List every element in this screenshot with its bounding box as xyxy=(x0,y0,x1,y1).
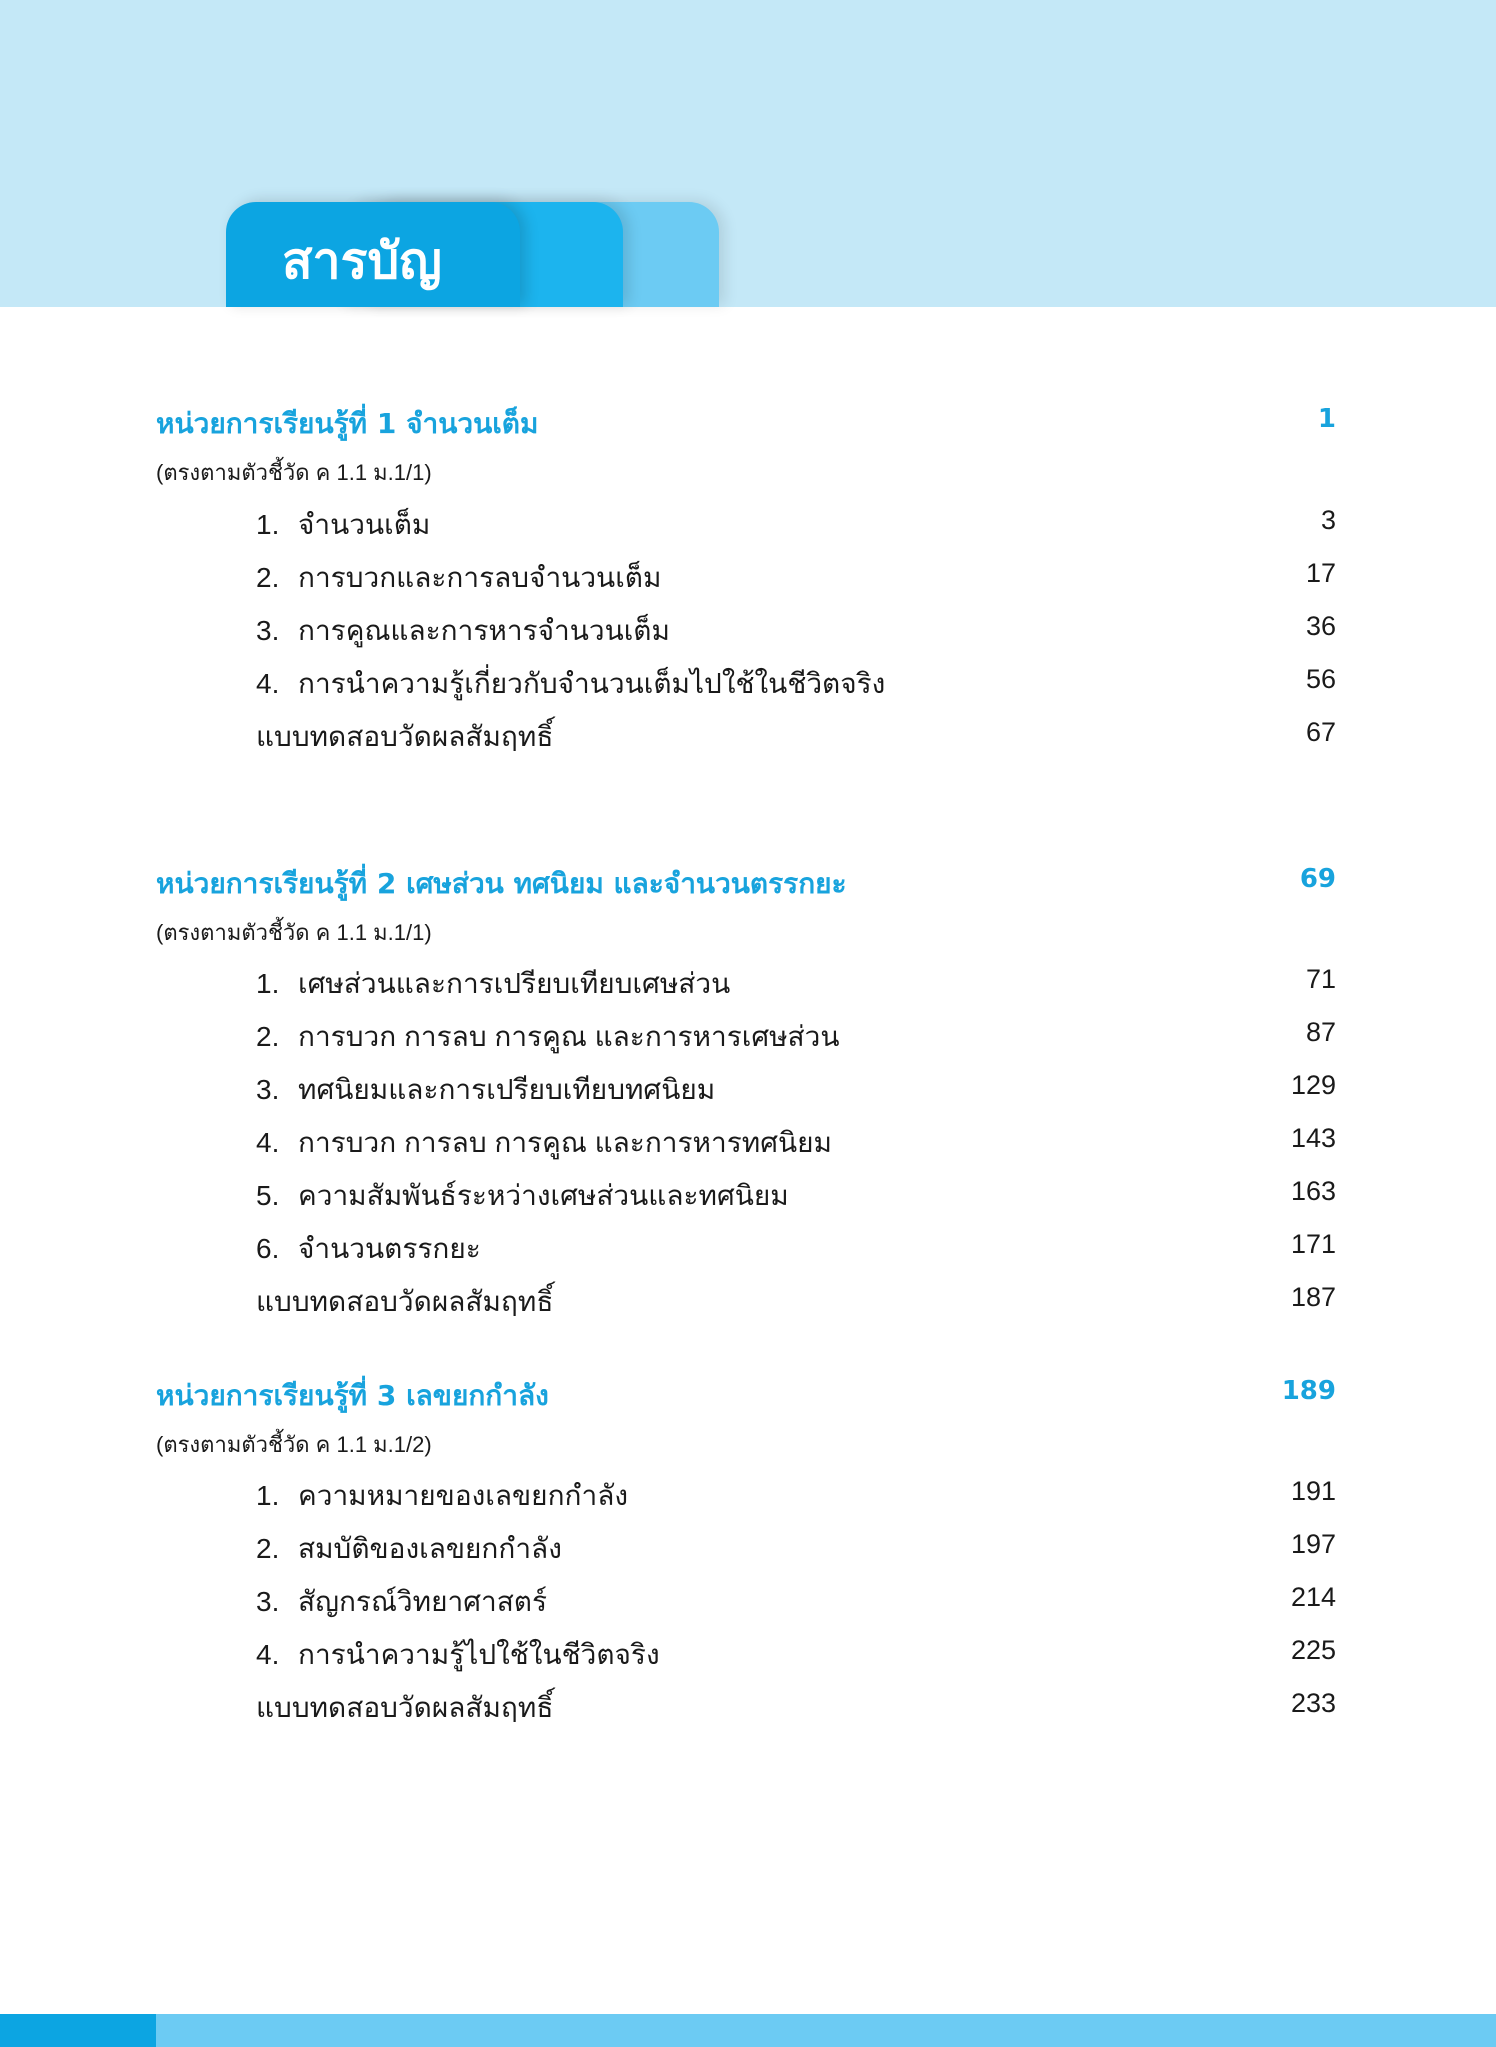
unit-3-page: 189 xyxy=(1281,1376,1336,1406)
item-label: สัญกรณ์วิทยาศาสตร์ xyxy=(298,1586,548,1617)
unit-3-item-2-page: 197 xyxy=(1290,1529,1336,1559)
unit-2-standard: (ตรงตามตัวชี้วัด ค 1.1 ม.1/1) xyxy=(156,920,432,945)
unit-1-item-1-page: 3 xyxy=(1320,505,1336,535)
unit-1-title[interactable]: หน่วยการเรียนรู้ที่ 1 จำนวนเต็ม xyxy=(156,407,539,440)
item-label: การคูณและการหารจำนวนเต็ม xyxy=(298,615,670,646)
unit-3-standard: (ตรงตามตัวชี้วัด ค 1.1 ม.1/2) xyxy=(156,1432,432,1457)
unit-2-page: 69 xyxy=(1299,864,1336,894)
item-number: 2. xyxy=(256,562,280,593)
item-number: 4. xyxy=(256,1127,280,1158)
unit-2-item-1-page: 71 xyxy=(1305,964,1336,994)
unit-1-item-4-page: 56 xyxy=(1305,664,1336,694)
unit-1-item-1[interactable] xyxy=(256,503,430,547)
unit-2-item-5-page: 163 xyxy=(1290,1176,1336,1206)
unit-3-item-4-page: 225 xyxy=(1290,1635,1336,1665)
item-number: 3. xyxy=(256,615,280,646)
unit-2-title[interactable]: หน่วยการเรียนรู้ที่ 2 เศษส่วน ทศนิยม และจำนวนตรรกยะ xyxy=(156,867,847,900)
item-label: การบวก การลบ การคูณ และการหารเศษส่วน xyxy=(298,1021,840,1052)
unit-2-test-page: 187 xyxy=(1290,1282,1336,1312)
item-number: 3. xyxy=(256,1586,280,1617)
item-label: แบบทดสอบวัดผลสัมฤทธิ์ xyxy=(256,1286,554,1317)
unit-2-item-3[interactable] xyxy=(256,1068,715,1112)
item-number: 4. xyxy=(256,668,280,699)
footer-band xyxy=(0,2014,1496,2047)
unit-3-test[interactable] xyxy=(256,1686,553,1730)
item-label: ทศนิยมและการเปรียบเทียบทศนิยม xyxy=(298,1074,716,1105)
item-label: ความสัมพันธ์ระหว่างเศษส่วนและทศนิยม xyxy=(298,1180,789,1211)
unit-1-item-2-page: 17 xyxy=(1305,558,1336,588)
item-label: การนำความรู้ไปใช้ในชีวิตจริง xyxy=(298,1639,660,1670)
unit-2-item-1[interactable] xyxy=(256,962,730,1006)
unit-3-item-1[interactable] xyxy=(256,1474,628,1518)
unit-1-test-page: 67 xyxy=(1305,717,1336,747)
item-label: การบวกและการลบจำนวนเต็ม xyxy=(298,562,662,593)
item-label: จำนวนตรรกยะ xyxy=(298,1233,481,1264)
item-label: การนำความรู้เกี่ยวกับจำนวนเต็มไปใช้ในชีวิตจริง xyxy=(298,668,886,699)
unit-2-item-6-page: 171 xyxy=(1290,1229,1336,1259)
item-number: 6. xyxy=(256,1233,280,1264)
item-label: แบบทดสอบวัดผลสัมฤทธิ์ xyxy=(256,1692,554,1723)
item-number: 3. xyxy=(256,1074,280,1105)
item-number: 4. xyxy=(256,1639,280,1670)
unit-3-test-page: 233 xyxy=(1290,1688,1336,1718)
unit-3-title[interactable]: หน่วยการเรียนรู้ที่ 3 เลขยกกำลัง xyxy=(156,1379,549,1412)
item-number: 2. xyxy=(256,1533,280,1564)
unit-2-item-3-page: 129 xyxy=(1290,1070,1336,1100)
unit-1-item-3[interactable] xyxy=(256,609,670,653)
unit-2-item-2[interactable] xyxy=(256,1015,840,1059)
item-label: แบบทดสอบวัดผลสัมฤทธิ์ xyxy=(256,721,554,752)
item-number: 1. xyxy=(256,968,280,999)
item-label: ความหมายของเลขยกกำลัง xyxy=(298,1480,629,1511)
unit-1-item-2[interactable] xyxy=(256,556,661,600)
unit-1-test[interactable] xyxy=(256,715,553,759)
item-number: 1. xyxy=(256,1480,280,1511)
item-label: เศษส่วนและการเปรียบเทียบเศษส่วน xyxy=(298,968,731,999)
unit-2-item-5[interactable] xyxy=(256,1174,789,1218)
unit-1-item-4[interactable] xyxy=(256,662,885,706)
unit-2-item-2-page: 87 xyxy=(1305,1017,1336,1047)
unit-1-item-3-page: 36 xyxy=(1305,611,1336,641)
item-label: การบวก การลบ การคูณ และการหารทศนิยม xyxy=(298,1127,832,1158)
unit-3-item-3[interactable] xyxy=(256,1580,547,1624)
unit-2-item-6[interactable] xyxy=(256,1227,481,1271)
page-title: สารบัญ xyxy=(282,232,442,290)
unit-1-standard: (ตรงตามตัวชี้วัด ค 1.1 ม.1/1) xyxy=(156,460,432,485)
item-number: 5. xyxy=(256,1180,280,1211)
item-label: สมบัติของเลขยกกำลัง xyxy=(298,1533,562,1564)
unit-3-item-1-page: 191 xyxy=(1290,1476,1336,1506)
unit-2-test[interactable] xyxy=(256,1280,553,1324)
header-band xyxy=(0,0,1496,307)
unit-2-item-4[interactable] xyxy=(256,1121,832,1165)
unit-3-item-3-page: 214 xyxy=(1290,1582,1336,1612)
unit-1-page: 1 xyxy=(1317,404,1336,434)
unit-2-item-4-page: 143 xyxy=(1290,1123,1336,1153)
unit-3-item-2[interactable] xyxy=(256,1527,562,1571)
item-number: 1. xyxy=(256,509,280,540)
item-label: จำนวนเต็ม xyxy=(298,509,431,540)
unit-3-item-4[interactable] xyxy=(256,1633,660,1677)
footer-accent xyxy=(0,2014,156,2047)
item-number: 2. xyxy=(256,1021,280,1052)
